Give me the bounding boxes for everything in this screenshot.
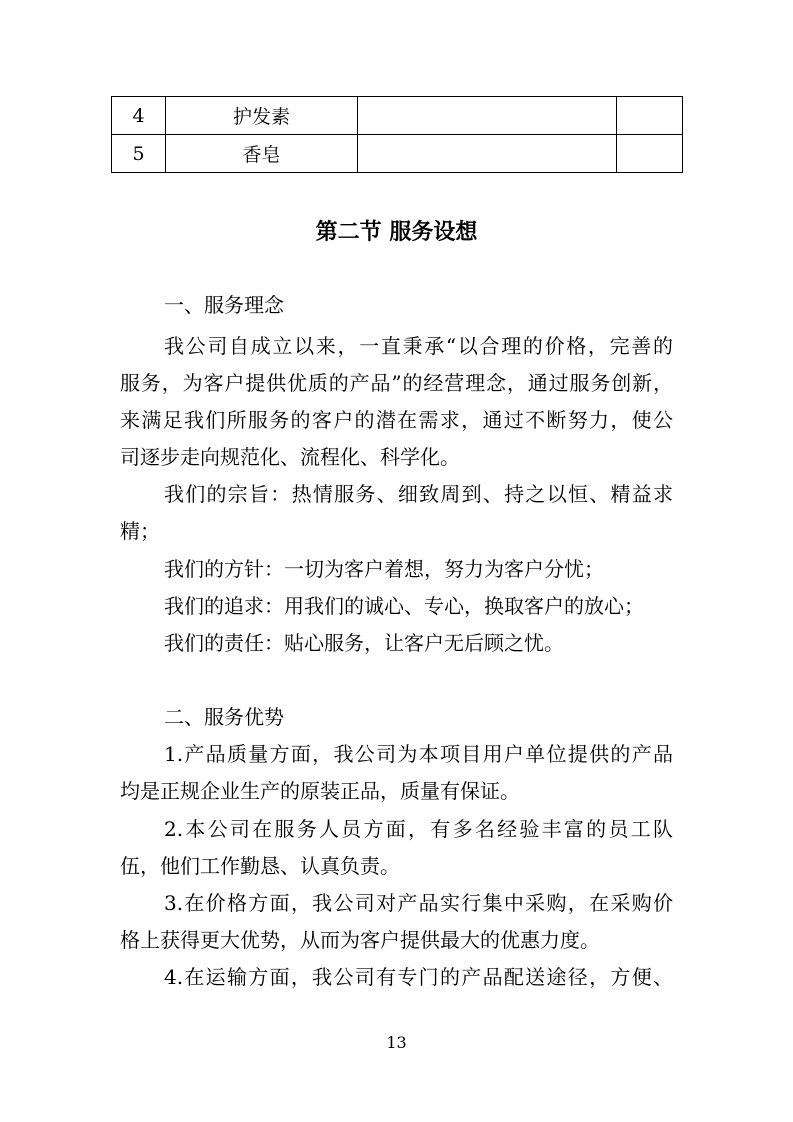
cell-empty — [358, 97, 617, 135]
cell-name: 香皂 — [166, 135, 358, 173]
cell-name: 护发素 — [166, 97, 358, 135]
cell-empty — [617, 97, 683, 135]
paragraph-line: 我们的责任：贴心服务，让客户无后顾之忧。 — [164, 631, 564, 655]
paragraph-line: 来满足我们所服务的客户的潜在需求，通过不断努力，使公 — [120, 408, 673, 432]
cell-empty — [358, 135, 617, 173]
cell-no: 5 — [112, 135, 166, 173]
paragraph-line: 精； — [120, 519, 160, 543]
product-table — [111, 96, 683, 173]
paragraph-line: 我们的方针：一切为客户着想，努力为客户分忧； — [164, 557, 604, 581]
paragraph-line: 4.在运输方面，我公司有专门的产品配送途径，方便、 — [164, 965, 673, 989]
heading-service-advantages: 二、服务优势 — [164, 705, 284, 729]
paragraph-line: 格上获得更大优势，从而为客户提供最大的优惠力度。 — [120, 928, 600, 952]
cell-empty — [617, 135, 683, 173]
paragraph-line: 服务，为客户提供优质的产品”的经营理念，通过服务创新， — [120, 371, 673, 395]
paragraph-line: 3.在价格方面，我公司对产品实行集中采购，在采购价 — [164, 891, 673, 915]
page-number: 13 — [386, 1033, 407, 1052]
paragraph-line: 1.产品质量方面，我公司为本项目用户单位提供的产品 — [164, 742, 673, 766]
paragraph-line: 2.本公司在服务人员方面，有多名经验丰富的员工队 — [164, 817, 673, 841]
paragraph-line: 司逐步走向规范化、流程化、科学化。 — [120, 445, 460, 469]
paragraph-line: 我公司自成立以来，一直秉承“以合理的价格，完善的 — [164, 334, 673, 358]
paragraph-line: 我们的宗旨：热情服务、细致周到、持之以恒、精益求 — [164, 482, 673, 506]
table-row — [112, 135, 683, 173]
table-row — [112, 97, 683, 135]
cell-no: 4 — [112, 97, 166, 135]
paragraph-line: 我们的追求：用我们的诚心、专心，换取客户的放心； — [164, 594, 644, 618]
section-title: 第二节 服务设想 — [315, 220, 478, 245]
paragraph-line: 均是正规企业生产的原装正品，质量有保证。 — [120, 779, 520, 803]
heading-service-concept: 一、服务理念 — [164, 293, 284, 317]
paragraph-line: 伍，他们工作勤恳、认真负责。 — [120, 854, 400, 878]
